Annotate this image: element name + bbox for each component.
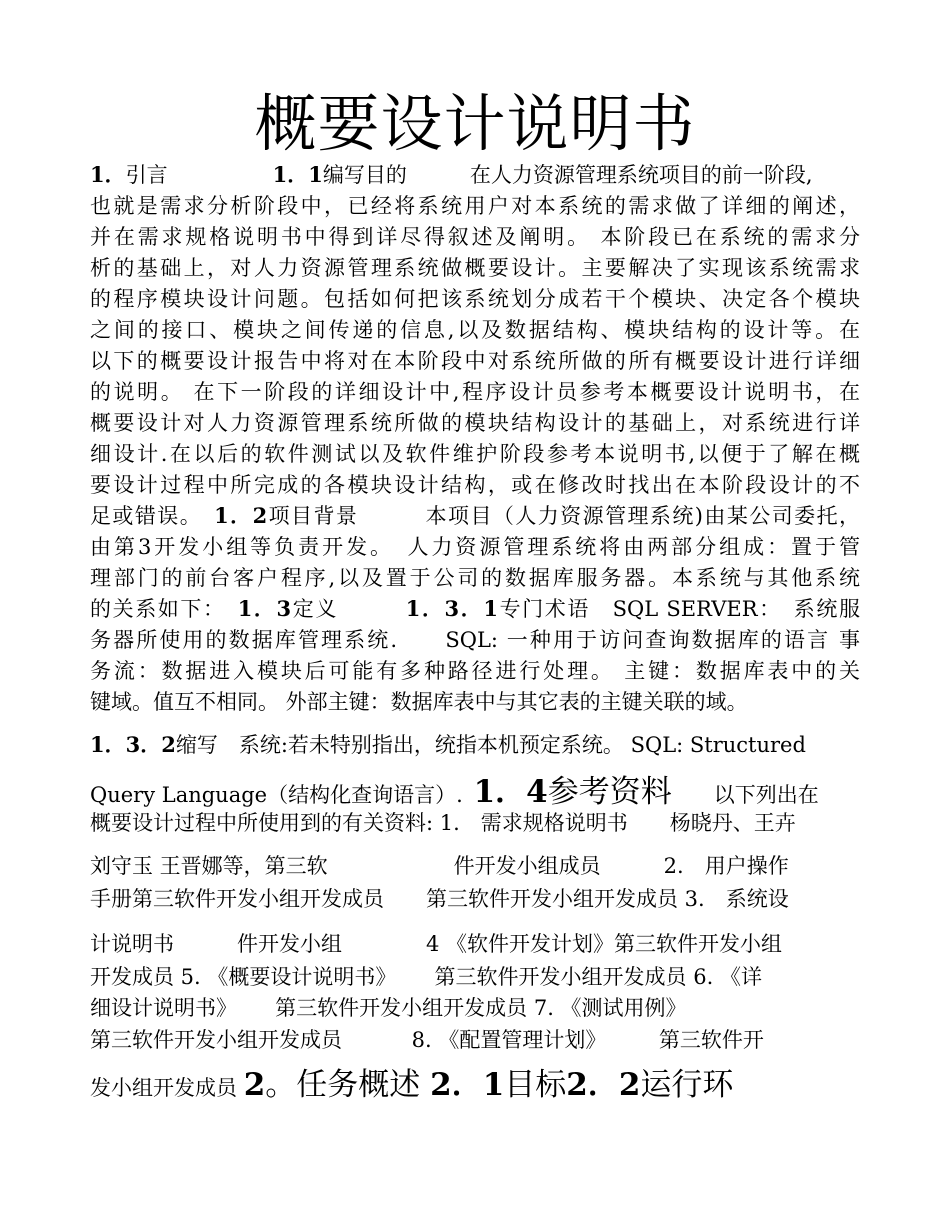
text-run: 要设计过程中所完成的各模块设计结构，或在修改时找出在本阶段设计的不 bbox=[90, 473, 860, 497]
text-line bbox=[90, 563, 860, 593]
text-run: 运行环 bbox=[640, 1067, 734, 1103]
text-line bbox=[90, 730, 860, 760]
text-run: 引言 bbox=[125, 163, 168, 187]
text-run: Query Language（结构化查询语言）. bbox=[90, 783, 463, 807]
text-run: 之间的接口、模块之间传递的信息,以及数据结构、模块结构的设计等。在 bbox=[90, 318, 860, 342]
text-line bbox=[90, 594, 860, 624]
text-run: 计说明书 件开发小组 4 《软件开发计划》第三软件开发小组 bbox=[90, 932, 783, 956]
text-run: 以下的概要设计报告中将对在本阶段中对系统所做的所有概要设计进行详细 bbox=[90, 349, 860, 373]
text-run: 细设计说明书》 第三软件开发小组开发成员 7. 《测试用例》 bbox=[90, 996, 687, 1020]
section-number: 1．4 bbox=[462, 774, 548, 810]
text-line bbox=[90, 851, 860, 881]
text-line bbox=[90, 284, 860, 314]
text-run: 概要设计对人力资源管理系统所做的模块结构设计的基础上，对系统进行详 bbox=[90, 411, 860, 435]
text-run: 理部门的前台客户程序,以及置于公司的数据库服务器。本系统与其他系统 bbox=[90, 566, 860, 590]
text-run: 编写目的 bbox=[322, 163, 407, 187]
text-line bbox=[90, 315, 860, 345]
text-run: 细设计.在以后的软件测试以及软件维护阶段参考本说明书,以便于了解在概 bbox=[90, 442, 860, 466]
text-line bbox=[90, 1065, 860, 1105]
text-line bbox=[90, 408, 860, 438]
text-run: 概要设计过程中所使用到的有关资料: 1. 需求规格说明书 杨晓丹、王卉 bbox=[90, 811, 796, 835]
text-run bbox=[407, 163, 470, 187]
text-line bbox=[90, 501, 860, 531]
text-line bbox=[90, 532, 860, 562]
text-run: 并在需求规格说明书中得到详尽得叙述及阐明。 本阶段已在系统的需求分 bbox=[90, 225, 860, 249]
text-line bbox=[90, 222, 860, 252]
text-line bbox=[90, 191, 860, 221]
text-run: 的关系如下： bbox=[90, 597, 238, 621]
section-number: 1．3．1 bbox=[405, 596, 498, 621]
text-run: 以下列出在 bbox=[671, 783, 819, 807]
text-line bbox=[90, 470, 860, 500]
text-run: 。任务概述 bbox=[265, 1067, 431, 1103]
text-run: 专门术语 SQL SERVER： 系统服 bbox=[498, 597, 861, 621]
text-run: 手册第三软件开发小组开发成员 第三软件开发小组开发成员 3. 系统设 bbox=[90, 887, 789, 911]
text-run: 缩写 系统:若未特别指出，统指本机预定系统。 SQL: Structured bbox=[175, 733, 806, 757]
section-number: 2．2 bbox=[566, 1067, 641, 1103]
text-line bbox=[90, 687, 860, 717]
text-run: 足或错误。 bbox=[90, 504, 215, 528]
text-line bbox=[90, 377, 860, 407]
text-run bbox=[168, 163, 273, 187]
text-run: 键域。值互不相同。 外部主键：数据库表中与其它表的主键关联的域。 bbox=[90, 690, 748, 714]
text-run: 开发成员 5. 《概要设计说明书》 第三软件开发小组开发成员 6. 《详 bbox=[90, 965, 762, 989]
text-line bbox=[90, 962, 860, 992]
text-run: 参考资料 bbox=[547, 774, 672, 810]
text-line bbox=[90, 253, 860, 283]
text-line bbox=[90, 439, 860, 469]
text-run: 的说明。 在下一阶段的详细设计中,程序设计员参考本概要设计说明书，在 bbox=[90, 380, 860, 404]
text-run: 项目背景 本项目（人力资源管理系统)由某公司委托， bbox=[267, 504, 860, 528]
text-run: 第三软件开发小组开发成员 8. 《配置管理计划》 第三软件开 bbox=[90, 1028, 764, 1052]
text-run: 在人力资源管理系统项目的前一阶段, bbox=[469, 163, 813, 187]
text-line bbox=[90, 656, 860, 686]
text-line bbox=[90, 160, 860, 190]
text-line bbox=[90, 929, 860, 959]
text-run: 也就是需求分析阶段中，已经将系统用户对本系统的需求做了详细的阐述， bbox=[90, 194, 860, 218]
section-number: 1．1 bbox=[272, 162, 323, 187]
text-line bbox=[90, 346, 860, 376]
text-run: 的程序模块设计问题。包括如何把该系统划分成若干个模块、决定各个模块 bbox=[90, 287, 860, 311]
text-run: 务器所使用的数据库管理系统. SQL: 一种用于访问查询数据库的语言 事 bbox=[90, 628, 860, 652]
text-line bbox=[90, 993, 860, 1023]
section-number: 1．3．2 bbox=[90, 732, 176, 757]
text-run: 定义 bbox=[291, 597, 406, 621]
text-line bbox=[90, 772, 860, 812]
section-number: 2．1 bbox=[430, 1067, 505, 1103]
section-number: 2 bbox=[243, 1067, 266, 1103]
text-run: 发小组开发成员 bbox=[90, 1076, 244, 1100]
section-number: 1．2 bbox=[214, 503, 268, 528]
document-title: 概要设计说明书 bbox=[254, 87, 696, 160]
text-run: 目标 bbox=[504, 1067, 567, 1103]
text-line bbox=[90, 1025, 860, 1055]
text-run: 析的基础上，对人力资源管理系统做概要设计。主要解决了实现该系统需求 bbox=[90, 256, 860, 280]
text-line bbox=[90, 625, 860, 655]
text-run: 务流：数据进入模块后可能有多种路径进行处理。 主键：数据库表中的关 bbox=[90, 659, 860, 683]
section-number: 1．3 bbox=[237, 596, 292, 621]
text-run: 刘守玉 王晋娜等，第三软 件开发小组成员 2. 用户操作 bbox=[90, 854, 789, 878]
text-run: 由第3开发小组等负责开发。 人力资源管理系统将由两部分组成：置于管 bbox=[90, 535, 860, 559]
text-line bbox=[90, 808, 860, 838]
section-number: 1． bbox=[90, 162, 126, 187]
text-line bbox=[90, 884, 860, 914]
